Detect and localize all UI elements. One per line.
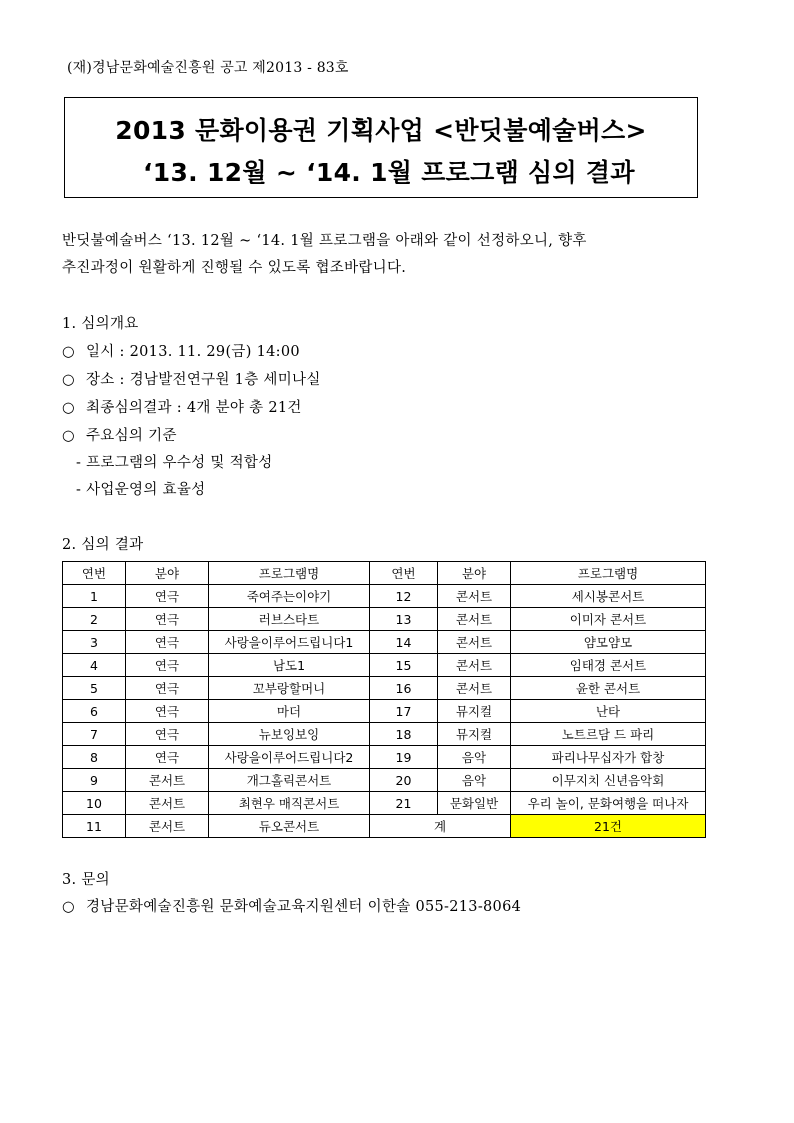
table-cell: 최현우 매직콘서트 xyxy=(209,792,370,815)
table-cell: 우리 놀이, 문화여행을 떠나자 xyxy=(511,792,706,815)
table-cell: 10 xyxy=(63,792,126,815)
criteria-item-2: - 사업운영의 효율성 xyxy=(76,482,206,498)
table-cell: 개그홀릭콘서트 xyxy=(209,769,370,792)
table-cell: 이미자 콘서트 xyxy=(511,608,706,631)
bullet-date xyxy=(62,340,300,361)
intro-line-1: 반딧불예술버스 ‘13. 12월 ~ ‘14. 1월 프로그램을 아래와 같이 선정하오니, 향후 xyxy=(62,233,587,249)
table-cell: 연극 xyxy=(126,654,209,677)
table-cell: 5 xyxy=(63,677,126,700)
table-cell: 사랑을이루어드립니다1 xyxy=(209,631,370,654)
circle-bullet-icon: ○ xyxy=(62,400,75,416)
table-cell: 1 xyxy=(63,585,126,608)
table-row xyxy=(63,608,706,631)
table-cell: 18 xyxy=(370,723,438,746)
table-row xyxy=(63,585,706,608)
table-header-row xyxy=(63,562,706,585)
circle-bullet-icon: ○ xyxy=(62,428,75,444)
table-cell: 콘서트 xyxy=(438,585,511,608)
table-cell: 13 xyxy=(370,608,438,631)
review-place: 장소 : 경남발전연구원 1층 세미나실 xyxy=(86,372,321,388)
column-header: 연번 xyxy=(370,562,438,585)
column-header: 분야 xyxy=(438,562,511,585)
table-cell: 사랑을이루어드립니다2 xyxy=(209,746,370,769)
bullet-place xyxy=(62,368,321,389)
table-cell: 문화일반 xyxy=(438,792,511,815)
circle-bullet-icon: ○ xyxy=(62,344,75,360)
column-header: 프로그램명 xyxy=(511,562,706,585)
criteria-item-1: - 프로그램의 우수성 및 적합성 xyxy=(76,455,273,471)
table-row-total xyxy=(63,815,706,838)
table-cell: 듀오콘서트 xyxy=(209,815,370,838)
table-row xyxy=(63,700,706,723)
table-cell: 17 xyxy=(370,700,438,723)
table-cell: 연극 xyxy=(126,723,209,746)
table-cell: 연극 xyxy=(126,585,209,608)
table-cell: 윤한 콘서트 xyxy=(511,677,706,700)
review-criteria: 주요심의 기준 xyxy=(86,428,177,444)
table-cell: 세시봉콘서트 xyxy=(511,585,706,608)
table-row xyxy=(63,631,706,654)
table-cell: 러브스타트 xyxy=(209,608,370,631)
table-cell: 20 xyxy=(370,769,438,792)
table-cell: 14 xyxy=(370,631,438,654)
review-result: 최종심의결과 : 4개 분야 총 21건 xyxy=(86,400,302,416)
table-cell: 콘서트 xyxy=(438,608,511,631)
table-cell: 임태경 콘서트 xyxy=(511,654,706,677)
table-cell: 음악 xyxy=(438,769,511,792)
table-cell: 연극 xyxy=(126,631,209,654)
table-cell: 음악 xyxy=(438,746,511,769)
column-header: 분야 xyxy=(126,562,209,585)
table-cell: 콘서트 xyxy=(126,792,209,815)
table-cell: 7 xyxy=(63,723,126,746)
table-cell: 콘서트 xyxy=(438,677,511,700)
section-1-heading: 1. 심의개요 xyxy=(62,316,139,332)
intro-paragraph xyxy=(62,228,712,282)
table-row xyxy=(63,677,706,700)
table-cell: 뉴보잉보잉 xyxy=(209,723,370,746)
total-count: 21건 xyxy=(511,815,706,838)
table-cell: 12 xyxy=(370,585,438,608)
table-row xyxy=(63,769,706,792)
table-row xyxy=(63,792,706,815)
circle-bullet-icon: ○ xyxy=(62,899,75,915)
table-cell: 마더 xyxy=(209,700,370,723)
column-header: 프로그램명 xyxy=(209,562,370,585)
bullet-contact xyxy=(62,895,521,916)
table-cell: 15 xyxy=(370,654,438,677)
table-cell: 8 xyxy=(63,746,126,769)
table-cell: 뮤지컬 xyxy=(438,700,511,723)
section-3-heading: 3. 문의 xyxy=(62,872,110,888)
table-cell: 19 xyxy=(370,746,438,769)
table-cell: 9 xyxy=(63,769,126,792)
page-subtitle: ‘13. 12월 ~ ‘14. 1월 프로그램 심의 결과 xyxy=(143,158,635,187)
circle-bullet-icon: ○ xyxy=(62,372,75,388)
contact-info: 경남문화예술진흥원 문화예술교육지원센터 이한솔 055-213-8064 xyxy=(86,899,522,915)
table-cell: 21 xyxy=(370,792,438,815)
table-cell: 노트르담 드 파리 xyxy=(511,723,706,746)
table-cell: 콘서트 xyxy=(438,654,511,677)
section-2-heading: 2. 심의 결과 xyxy=(62,537,144,553)
table-row xyxy=(63,654,706,677)
title-box xyxy=(64,97,698,198)
table-cell: 2 xyxy=(63,608,126,631)
table-cell: 6 xyxy=(63,700,126,723)
table-cell: 죽여주는이야기 xyxy=(209,585,370,608)
review-date: 일시 : 2013. 11. 29(금) 14:00 xyxy=(86,344,300,360)
bullet-criteria xyxy=(62,424,177,445)
table-cell: 연극 xyxy=(126,608,209,631)
table-cell: 콘서트 xyxy=(126,769,209,792)
table-cell: 꼬부랑할머니 xyxy=(209,677,370,700)
table-cell: 난타 xyxy=(511,700,706,723)
table-cell: 얌모얌모 xyxy=(511,631,706,654)
table-row xyxy=(63,723,706,746)
table-cell: 3 xyxy=(63,631,126,654)
table-cell: 콘서트 xyxy=(438,631,511,654)
table-cell: 4 xyxy=(63,654,126,677)
table-cell: 16 xyxy=(370,677,438,700)
column-header: 연번 xyxy=(63,562,126,585)
table-cell: 콘서트 xyxy=(126,815,209,838)
table-cell: 연극 xyxy=(126,677,209,700)
page-title: 2013 문화이용권 기획사업 <반딧불예술버스> xyxy=(115,116,647,145)
table-cell: 남도1 xyxy=(209,654,370,677)
table-cell: 연극 xyxy=(126,700,209,723)
table-cell: 파리나무십자가 합창 xyxy=(511,746,706,769)
total-label: 계 xyxy=(370,815,511,838)
bullet-result xyxy=(62,396,302,417)
notice-number: (재)경남문화예술진흥원 공고 제2013 - 83호 xyxy=(67,60,349,76)
table-row xyxy=(63,746,706,769)
table-cell: 11 xyxy=(63,815,126,838)
results-table xyxy=(62,561,706,838)
table-cell: 이무지치 신년음악회 xyxy=(511,769,706,792)
intro-line-2: 추진과정이 원활하게 진행될 수 있도록 협조바랍니다. xyxy=(62,260,407,276)
table-cell: 연극 xyxy=(126,746,209,769)
table-cell: 뮤지컬 xyxy=(438,723,511,746)
